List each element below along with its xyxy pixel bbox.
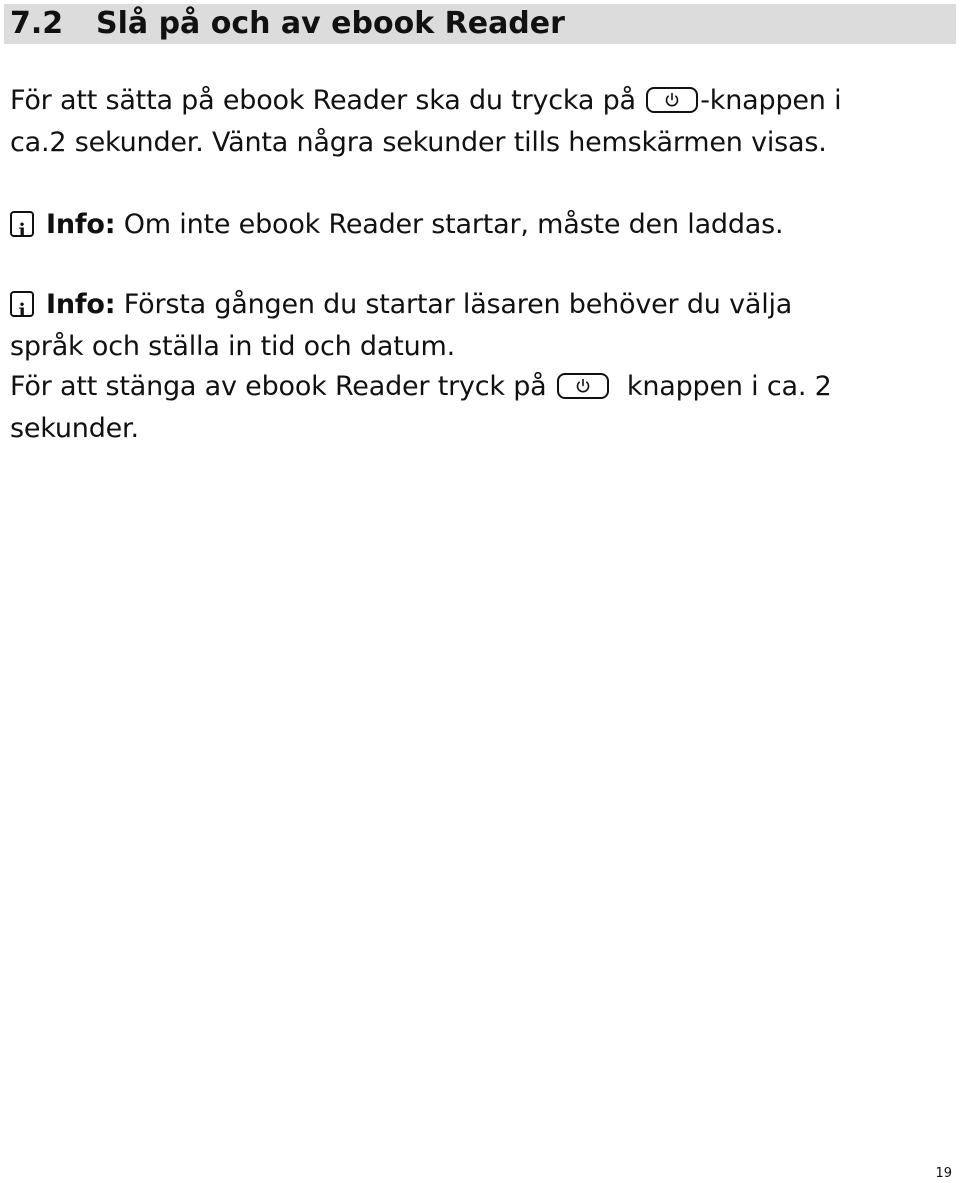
info-text-line-1: Första gången du startar läsaren behöver du välja — [115, 289, 793, 320]
shutdown-line-2: sekunder. — [10, 413, 139, 444]
info-note-2 — [10, 284, 950, 368]
shutdown-paragraph — [10, 366, 950, 450]
info-text: Om inte ebook Reader startar, måste den laddas. — [115, 209, 784, 240]
info-text-line-2: språk och ställa in tid och datum. — [10, 331, 455, 362]
section-number: 7.2 — [10, 6, 64, 41]
power-icon — [575, 378, 591, 394]
info-label: Info: — [46, 289, 116, 320]
info-label: Info: — [46, 209, 116, 240]
section-title: Slå på och av ebook Reader — [96, 6, 565, 41]
intro-line-1: För att sätta på ebook Reader ska du trycka på -knappen i — [10, 85, 842, 116]
intro-paragraph — [10, 80, 950, 164]
power-button-key — [646, 87, 698, 113]
info-icon: i — [10, 291, 34, 317]
intro-line-2: ca.2 sekunder. Vänta några sekunder tills hemskärmen visas. — [10, 127, 827, 158]
power-button-key — [557, 373, 609, 399]
page-number: 19 — [935, 1166, 952, 1181]
info-icon: i — [10, 211, 34, 237]
shutdown-line-1: För att stänga av ebook Reader tryck på knappen i ca. 2 — [10, 371, 832, 402]
section-heading — [4, 4, 956, 44]
info-note-1 — [10, 204, 950, 246]
power-icon — [664, 92, 680, 108]
